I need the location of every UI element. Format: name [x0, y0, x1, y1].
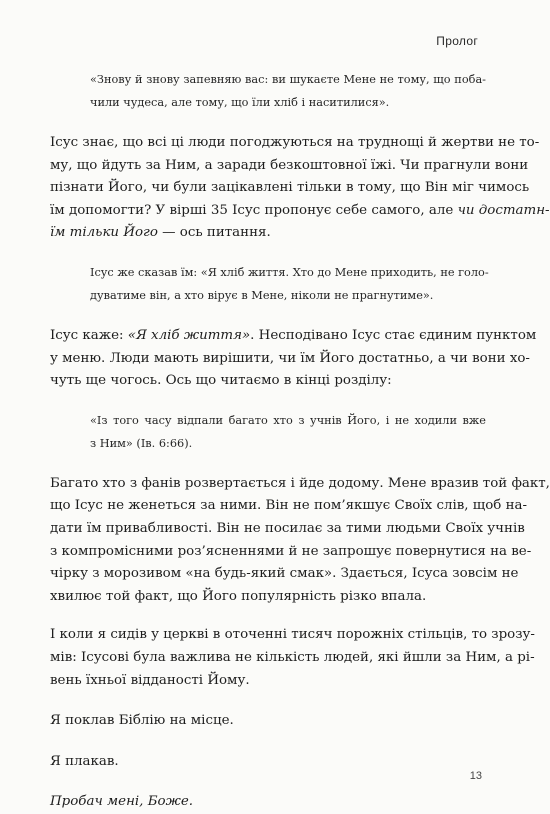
italic-run: «Я хліб життя»: [127, 327, 251, 343]
text-run: їм допомогти? У вірші 35 Ісус пропонує себе самого, але: [50, 202, 454, 218]
text-line: [50, 200, 550, 223]
quote-line: «Знову й знову запевняю вас: ви шукаєте Мене не тому, що поба-: [90, 73, 486, 86]
quote-line: дуватиме він, а хто вірує в Мене, ніколи не прагнутиме».: [90, 288, 434, 302]
text-line: мів: Ісусові була важлива не кількість людей, які йшли за Ним, а рі-: [50, 649, 535, 665]
scripture-quote: [90, 68, 486, 114]
italic-run: чи достатн-: [457, 202, 550, 218]
text-line: Я плакав.: [50, 753, 119, 769]
text-line: Ісус знає, що всі ці люди погоджуються на труднощі й жертви не то-: [50, 135, 540, 150]
text-line: що Ісус не женеться за ними. Він не пом’якшує Своїх слів, щоб на-: [50, 498, 528, 514]
text-line: Пробач мені, Боже.: [50, 794, 194, 810]
quote-line: Ісус же сказав їм: «Я хліб життя. Хто до Мене приходить, не голо-: [90, 265, 489, 279]
quote-line: з Ним» (Ів. 6:66).: [90, 436, 193, 450]
text-line: чірку з морозивом «на будь-який смак». Здається, Ісуса зовсім не: [50, 566, 519, 582]
text-line: з компромісними роз’ясненнями й не запрошує повернутися на ве-: [50, 543, 532, 559]
page-number: 13: [469, 770, 482, 782]
text-run: . Несподівано Ісус стає єдиним пунктом: [250, 327, 537, 343]
text-line: І коли я сидів у церкві в оточенні тисяч порожніх стільців, то зрозу-: [50, 627, 535, 643]
text-run: Ісус каже:: [50, 327, 128, 343]
paragraph: [50, 710, 486, 733]
text-line: хвилює той факт, що Його популярність різко впала.: [50, 588, 427, 604]
text-line: [50, 222, 486, 245]
italic-run: їм тільки Його: [50, 225, 158, 241]
text-line: му, що йдуть за Ним, а заради безкоштовної їжі. Чи прагнули вони: [50, 157, 529, 173]
scripture-quote: [90, 409, 486, 455]
paragraph: [50, 751, 486, 774]
paragraph: [50, 473, 550, 609]
text-line: у меню. Люди мають вирішити, чи їм Його достатньо, а чи вони хо-: [50, 350, 530, 366]
running-head: Пролог: [436, 34, 478, 48]
text-line: пізнати Його, чи були зацікавлені тільки в тому, що Він міг чимось: [50, 180, 530, 196]
paragraph: [50, 325, 537, 393]
text-run: — ось питання.: [157, 225, 271, 241]
page-body: [50, 68, 550, 814]
text-line: вень їхньої відданості Йому.: [50, 672, 250, 688]
paragraph: [50, 624, 535, 692]
quote-line: чили чудеса, але тому, що їли хліб і наситилися».: [90, 96, 390, 109]
text-line: дати їм привабливості. Він не посилає за тими людьми Своїх учнів: [50, 520, 525, 536]
text-line: Багато хто з фанів розвертається і йде додому. Мене вразив той факт,: [50, 475, 550, 491]
scripture-quote: [90, 261, 489, 307]
paragraph: [50, 132, 550, 245]
text-line: Я поклав Біблію на місце.: [50, 713, 234, 729]
closing-prayer: [50, 791, 486, 814]
quote-line: «Із того часу відпали багато хто з учнів Його, і не ходили вже: [90, 413, 486, 427]
text-line: чуть ще чогось. Ось що читаємо в кінці розділу:: [50, 373, 392, 389]
text-line: [50, 325, 537, 348]
